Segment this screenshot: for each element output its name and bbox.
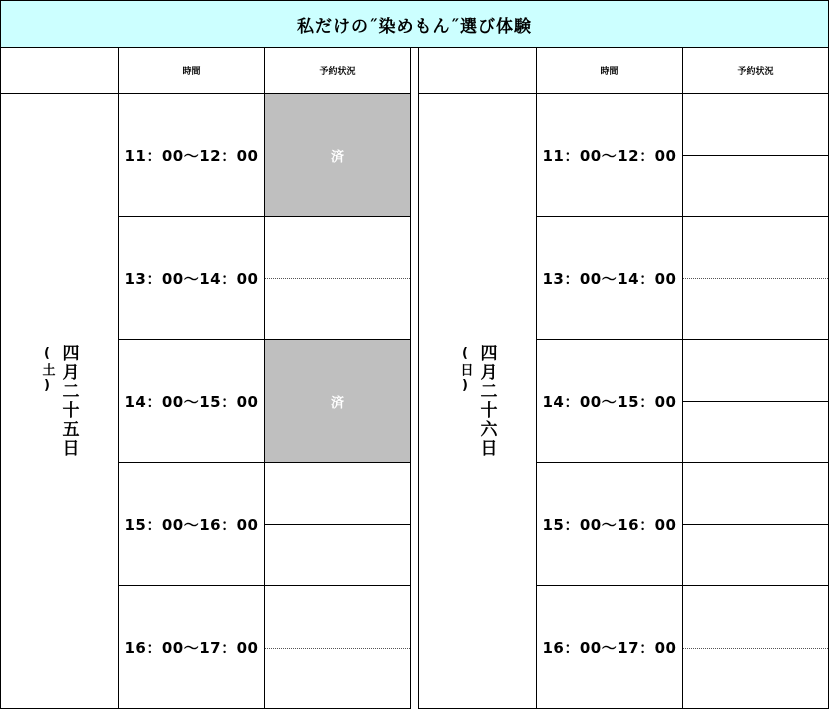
slot-status bbox=[683, 463, 828, 585]
header-status: 予約状況 bbox=[683, 47, 828, 94]
time-slot[interactable] bbox=[537, 340, 828, 463]
slot-time: 16：00～17：00 bbox=[119, 586, 265, 709]
date-label bbox=[38, 344, 82, 458]
weekday-label: (日) bbox=[457, 346, 473, 395]
time-slot[interactable] bbox=[537, 94, 828, 217]
time-slot[interactable] bbox=[537, 217, 828, 340]
slot-time: 13：00～14：00 bbox=[119, 217, 265, 339]
time-slot[interactable] bbox=[537, 586, 828, 709]
slot-status bbox=[683, 94, 828, 216]
slot-time: 13：00～14：00 bbox=[537, 217, 683, 339]
slot-time: 16：00～17：00 bbox=[537, 586, 683, 709]
date-cell bbox=[419, 94, 537, 708]
date-text: 四月二十五日 bbox=[58, 344, 79, 458]
slot-status: 済 bbox=[265, 94, 410, 216]
schedule-table-day-2 bbox=[418, 47, 829, 709]
weekday-label: (土) bbox=[39, 346, 55, 395]
slot-status bbox=[265, 463, 410, 585]
slot-status: 済 bbox=[265, 340, 410, 462]
header-status: 予約状況 bbox=[265, 47, 410, 94]
time-slot[interactable] bbox=[119, 94, 410, 217]
date-cell bbox=[1, 94, 119, 708]
header-date-blank bbox=[1, 47, 119, 94]
slot-status bbox=[683, 217, 828, 339]
time-slot[interactable] bbox=[537, 463, 828, 586]
slot-time: 14：00～15：00 bbox=[119, 340, 265, 462]
time-slot[interactable] bbox=[119, 586, 410, 709]
time-slot[interactable] bbox=[119, 217, 410, 340]
time-slot[interactable] bbox=[119, 340, 410, 463]
header-date-blank bbox=[419, 47, 537, 94]
header-time: 時間 bbox=[537, 47, 683, 94]
slot-time: 11：00～12：00 bbox=[537, 94, 683, 216]
slot-status bbox=[265, 217, 410, 339]
time-slot[interactable] bbox=[119, 463, 410, 586]
header-time: 時間 bbox=[119, 47, 265, 94]
page-title: 私だけの˝染めもん˝選び体験 bbox=[0, 0, 829, 48]
schedule-table-day-1 bbox=[0, 47, 411, 709]
slot-status bbox=[265, 586, 410, 709]
slot-status bbox=[683, 340, 828, 462]
date-label bbox=[456, 344, 500, 458]
slot-time: 15：00～16：00 bbox=[119, 463, 265, 585]
slot-status bbox=[683, 586, 828, 709]
slot-time: 15：00～16：00 bbox=[537, 463, 683, 585]
date-text: 四月二十六日 bbox=[476, 344, 497, 458]
slot-time: 14：00～15：00 bbox=[537, 340, 683, 462]
slot-time: 11：00～12：00 bbox=[119, 94, 265, 216]
